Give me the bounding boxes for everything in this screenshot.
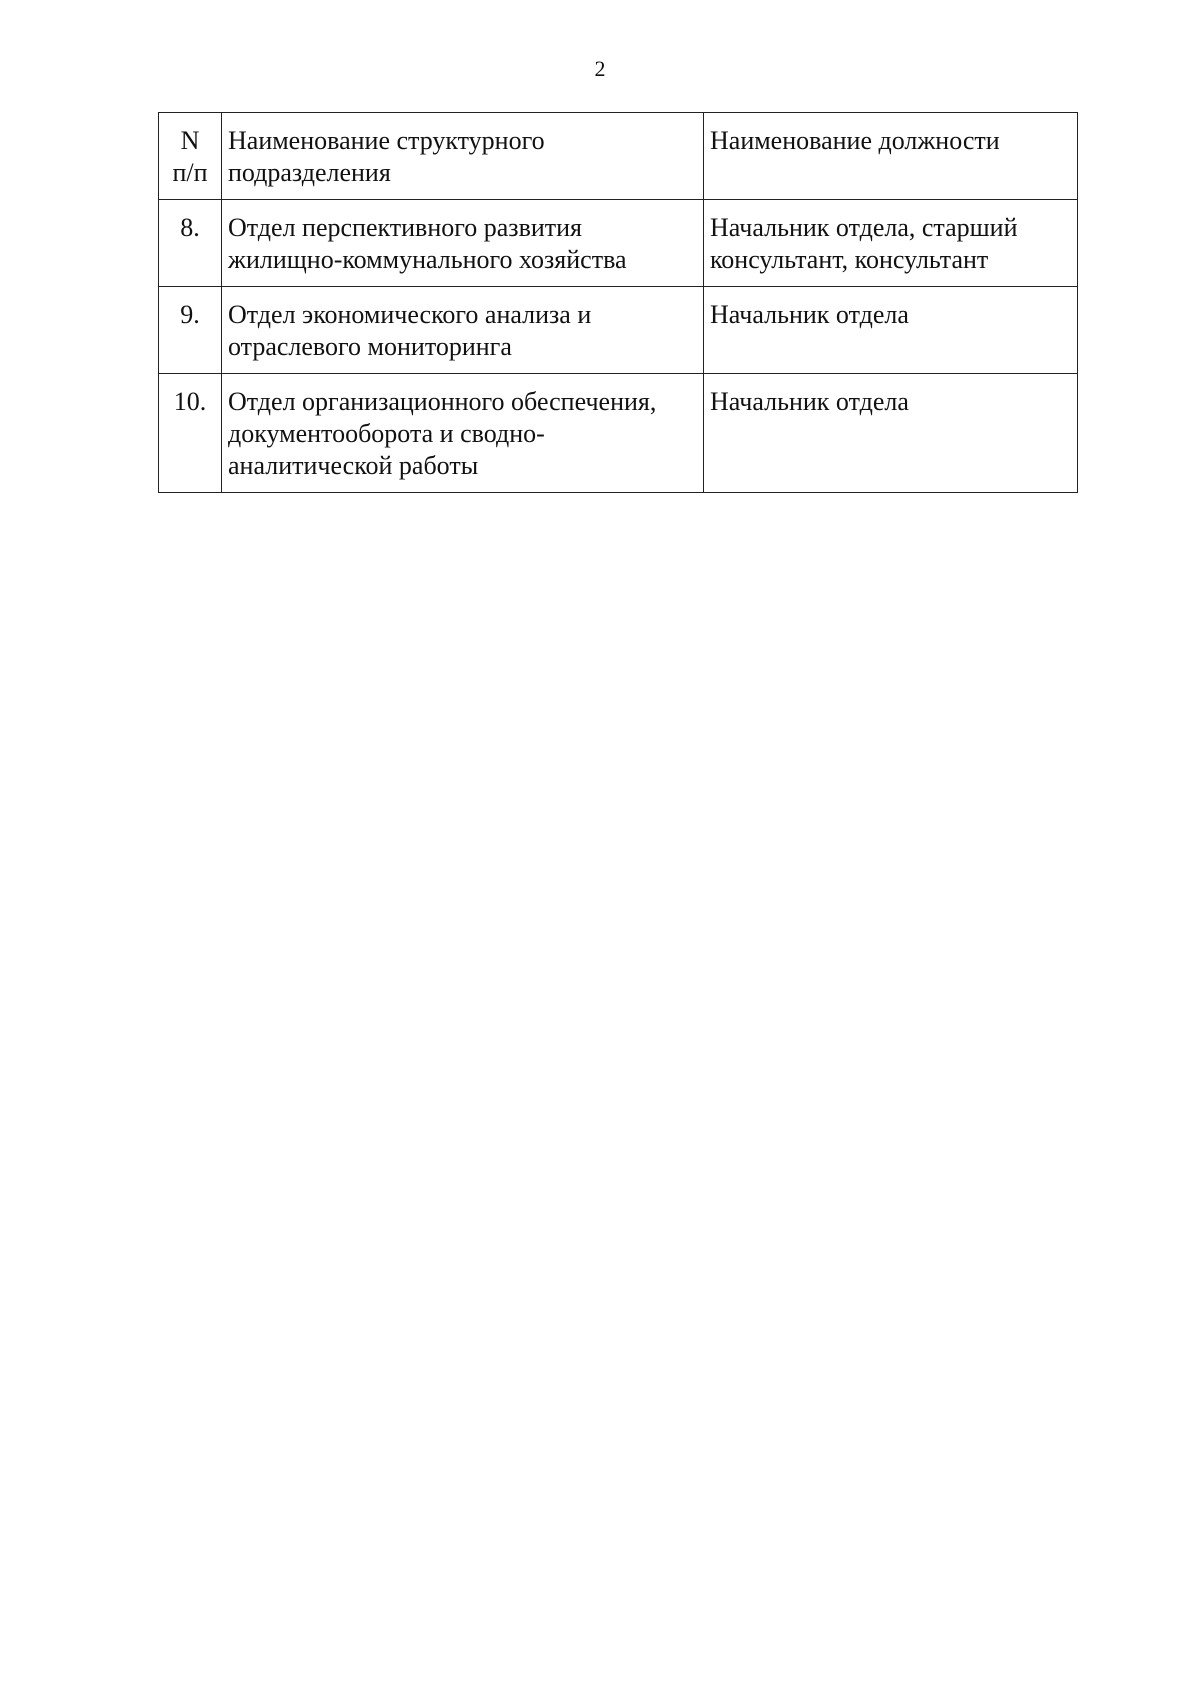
- row-number-cell: [159, 287, 222, 374]
- department-cell: [222, 200, 704, 287]
- department-cell: [222, 374, 704, 493]
- header-department-label-line-1: Наименование структурного: [228, 126, 545, 155]
- table-row: [159, 200, 1078, 287]
- department-name-line: аналитической работы: [228, 451, 479, 480]
- header-department-label-line-2: подразделения: [228, 158, 391, 187]
- row-number: 8.: [180, 213, 200, 242]
- department-cell: [222, 287, 704, 374]
- position-name-line: Начальник отдела: [710, 300, 909, 329]
- header-number-cell: [159, 113, 222, 200]
- header-position-cell: [704, 113, 1078, 200]
- position-name-line: консультант, консультант: [710, 245, 989, 274]
- table-row: [159, 287, 1078, 374]
- header-position-label: Наименование должности: [710, 126, 1000, 155]
- position-cell: [704, 374, 1078, 493]
- row-number-cell: [159, 374, 222, 493]
- department-name-line: отраслевого мониторинга: [228, 332, 512, 361]
- page-number: 2: [594, 56, 606, 81]
- row-number: 10.: [173, 387, 207, 416]
- table-row: [159, 374, 1078, 493]
- header-department-cell: [222, 113, 704, 200]
- header-number-sublabel: п/п: [172, 158, 208, 187]
- position-cell: [704, 200, 1078, 287]
- positions-table: [158, 112, 1078, 493]
- department-name-line: документооборота и сводно-: [228, 419, 545, 448]
- row-number: 9.: [180, 300, 200, 329]
- department-name-line: Отдел перспективного развития: [228, 213, 582, 242]
- position-name-line: Начальник отдела, старший: [710, 213, 1018, 242]
- header-number-label: N: [180, 126, 200, 155]
- department-name-line: жилищно-коммунального хозяйства: [228, 245, 627, 274]
- row-number-cell: [159, 200, 222, 287]
- position-name-line: Начальник отдела: [710, 387, 909, 416]
- department-name-line: Отдел организационного обеспечения,: [228, 387, 657, 416]
- position-cell: [704, 287, 1078, 374]
- table-header-row: [159, 113, 1078, 200]
- department-name-line: Отдел экономического анализа и: [228, 300, 592, 329]
